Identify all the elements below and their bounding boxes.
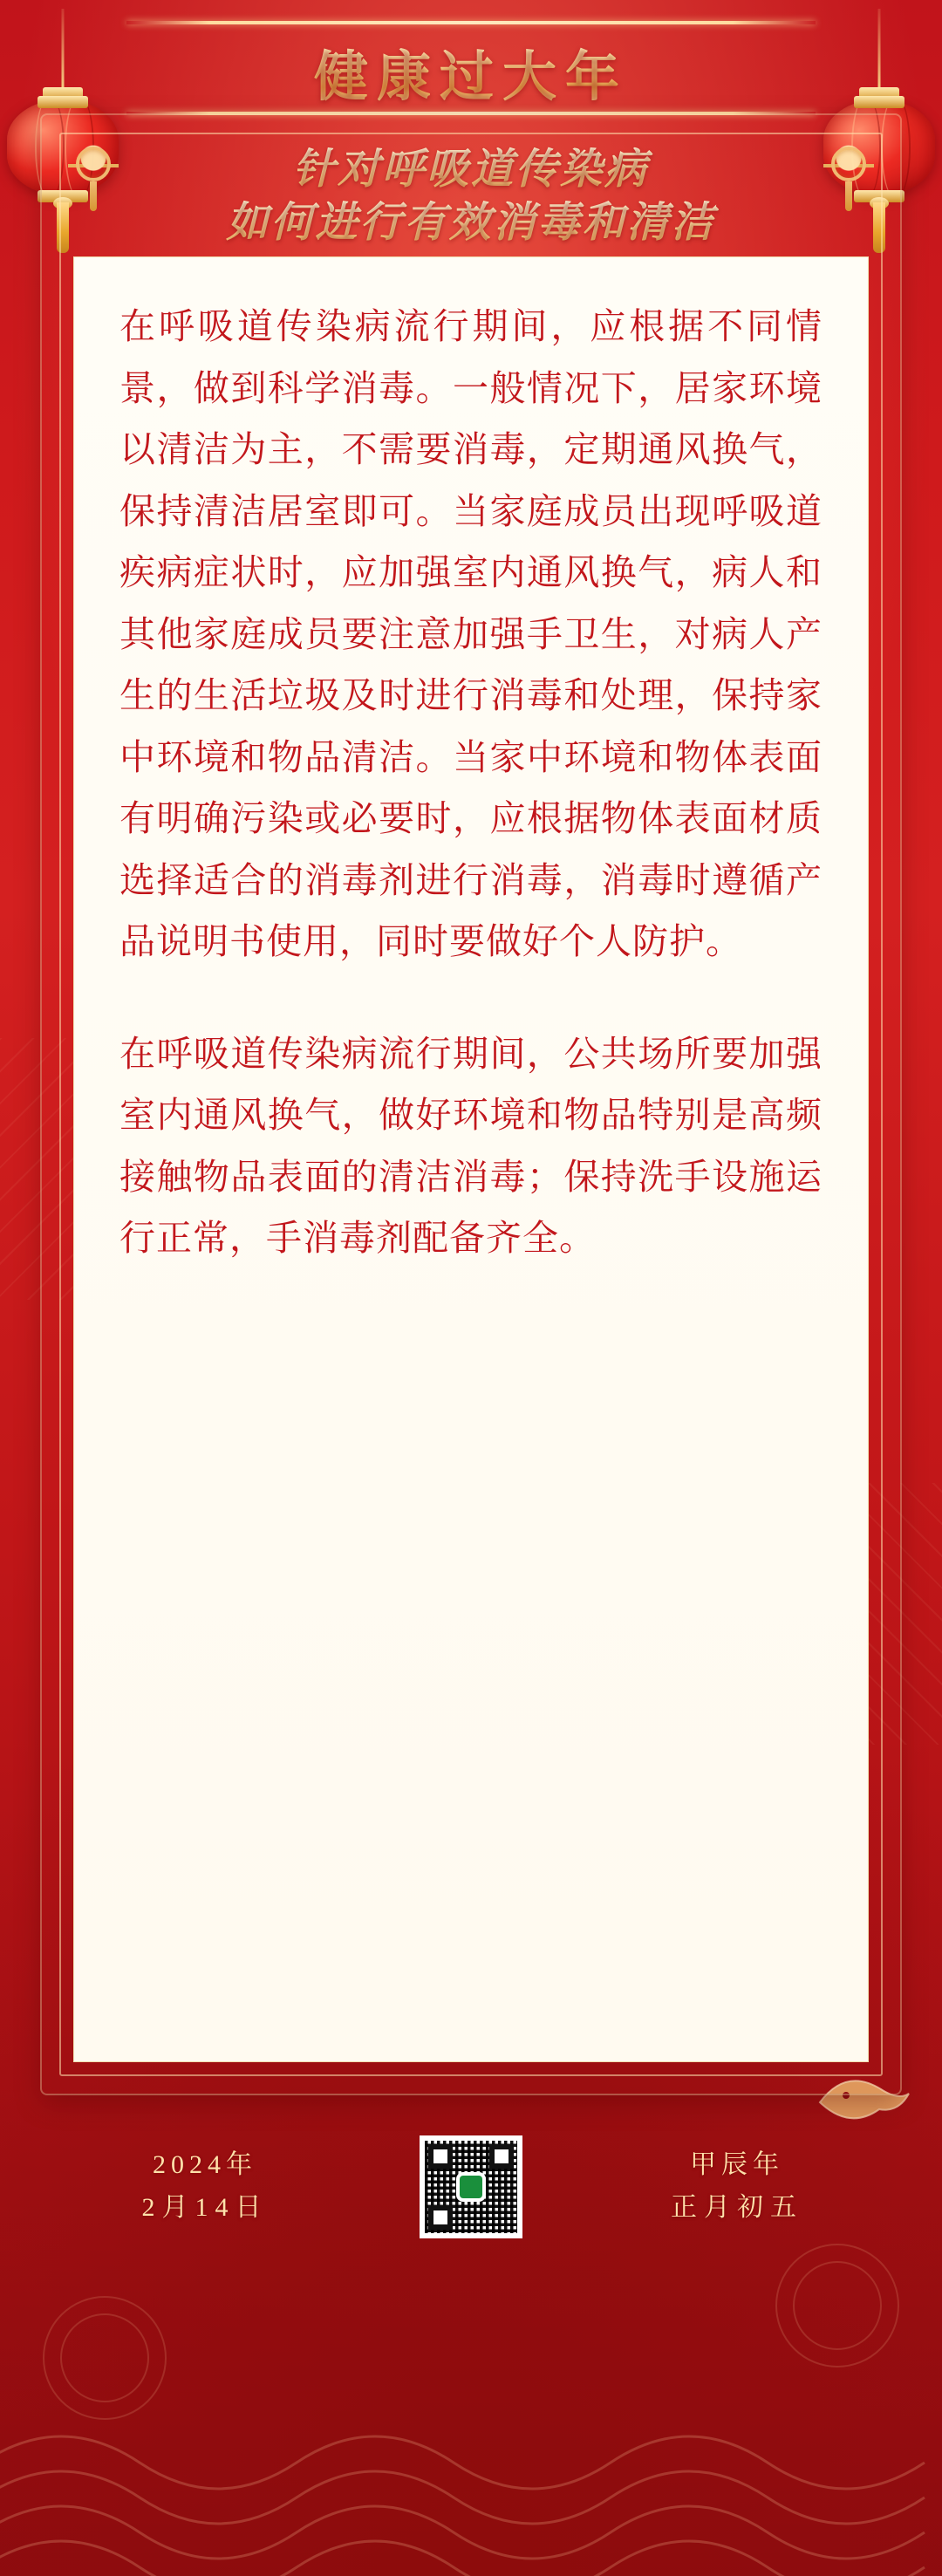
article-paragraph-1: 在呼吸道传染病流行期间，应根据不同情景，做到科学消毒。一般情况下，居家环境以清洁为主，不需要消毒，定期通风换气，保持清洁居室即可。当家庭成员出现呼吸道疾病症状时，应加强室内通风换气，病人和其他家庭成员要注意加强手卫生，对病人产生的生活垃圾及时进行消毒和处理，保持家中环境和物品清洁。当家中环境和物体表面有明确污染或必要时，应根据物体表面材质选择适合的消毒剂进行消毒，消毒时遵循产品说明书使用，同时要做好个人防护。: [119, 306, 823, 962]
qr-code-icon[interactable]: [420, 2135, 522, 2238]
qr-eye-top-left: [428, 2144, 453, 2169]
card-subtitle: [99, 143, 843, 250]
gregorian-date: [87, 2144, 323, 2229]
title-rule-top: [126, 21, 816, 24]
qr-eye-bottom-left: [428, 2205, 453, 2230]
qr-code-image: [425, 2141, 517, 2233]
lunar-date-year: 甲辰年: [690, 2150, 784, 2180]
qr-eye-top-right: [489, 2144, 514, 2169]
lantern-rim-top: [38, 96, 88, 108]
gregorian-date-year: 2024年: [153, 2150, 257, 2180]
poster-footer: [0, 2122, 942, 2313]
gregorian-date-day: 2月14日: [141, 2193, 269, 2222]
subtitle-line-1: 针对呼吸道传染病: [99, 143, 843, 196]
article-panel: [73, 256, 869, 2062]
tassel-drop: [845, 181, 852, 211]
tassel-drop: [90, 181, 97, 211]
article-paragraph-2: 在呼吸道传染病流行期间，公共场所要加强室内通风换气，做好环境和物品特别是高频接触物品表面的清洁消毒；保持洗手设施运行正常，手消毒剂配备齐全。: [119, 1033, 823, 1259]
lunar-date-day: 正月初五: [671, 2193, 803, 2222]
lunar-date: [619, 2144, 855, 2229]
page-title: 健康过大年: [0, 33, 942, 111]
content-card: [42, 115, 900, 2094]
lantern-cord: [62, 9, 65, 92]
subtitle-line-2: 如何进行有效消毒和清洁: [99, 196, 843, 249]
lantern-cord: [878, 9, 881, 92]
qr-center-logo: [460, 2176, 482, 2198]
lantern-rim-top: [854, 96, 904, 108]
